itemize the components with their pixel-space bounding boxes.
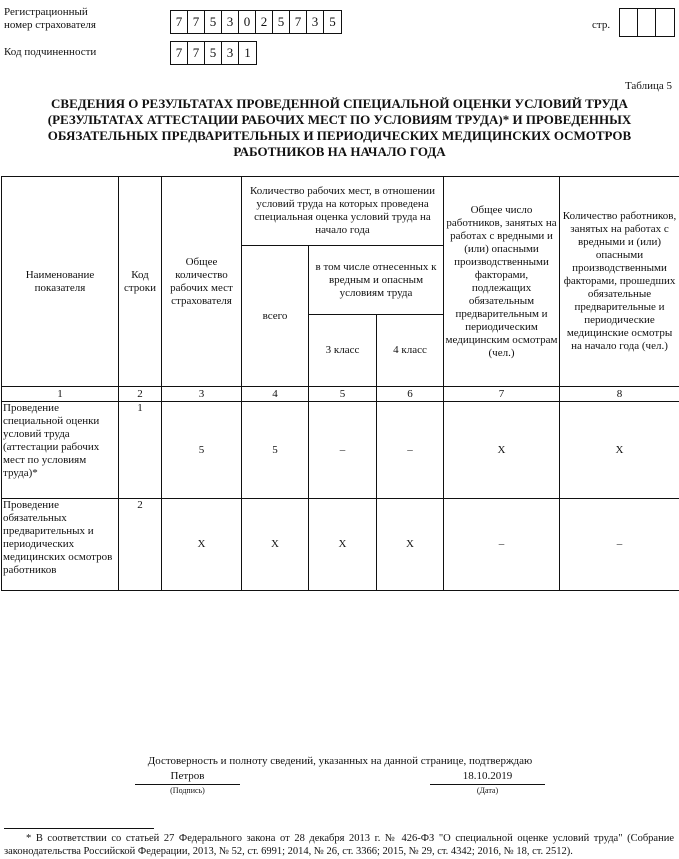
col-header-workers-subject: Общее число работников, занятых на работах с вредными и (или) опасными производственными факторами, подлежащих обязательным предварительным и периодическим медицинским осмотрам (чел.) bbox=[444, 177, 560, 387]
col-header-workers-passed: Количество работников, занятых на работах с вредными и (или) опасными производственными факторами, прошедших обязательные предварительные и периодические медицинские осмотры на начало года (чел.) bbox=[560, 177, 679, 387]
digit-cell[interactable]: 3 bbox=[307, 11, 324, 33]
row-value[interactable]: X bbox=[560, 402, 679, 499]
footnote-divider bbox=[4, 828, 154, 829]
row-value[interactable]: X bbox=[444, 402, 560, 499]
col-header-code: Код строки bbox=[119, 177, 162, 387]
digit-cell[interactable]: 1 bbox=[244, 45, 251, 60]
row-value[interactable]: X bbox=[162, 499, 242, 591]
confirmation-statement: Достоверность и полноту сведений, указанных на данной странице, подтверждаю bbox=[147, 755, 533, 767]
reg-number-field[interactable] bbox=[170, 10, 342, 34]
row-value[interactable]: X bbox=[242, 499, 309, 591]
digit-cell[interactable]: 5 bbox=[273, 11, 290, 33]
row-value[interactable]: X bbox=[309, 499, 377, 591]
date-line bbox=[430, 784, 545, 785]
signature-name[interactable]: Петров bbox=[170, 770, 205, 782]
col-number: 8 bbox=[560, 387, 679, 402]
row-value[interactable]: – bbox=[444, 499, 560, 591]
col-header-class3: 3 класс bbox=[309, 315, 377, 387]
subordination-code-field[interactable] bbox=[170, 41, 257, 65]
table-row bbox=[2, 402, 679, 499]
table-number: Таблица 5 bbox=[624, 80, 672, 92]
col-number: 2 bbox=[119, 387, 162, 402]
digit-cell[interactable]: 5 bbox=[329, 14, 336, 29]
col-header-class4: 4 класс bbox=[377, 315, 444, 387]
row-value[interactable]: 5 bbox=[242, 402, 309, 499]
row-name: Проведение обязательных предварительных и периодических медицинских осмотров работников bbox=[2, 499, 119, 591]
row-value[interactable]: – bbox=[560, 499, 679, 591]
page-label: стр. bbox=[592, 19, 611, 31]
page-title: СВЕДЕНИЯ О РЕЗУЛЬТАТАХ ПРОВЕДЕННОЙ СПЕЦИАЛЬНОЙ ОЦЕНКИ УСЛОВИЙ ТРУДА (РЕЗУЛЬТАТАХ АТТЕСТАЦИИ РАБОЧИХ МЕСТ ПО УСЛОВИЯМ ТРУДА)* И ПРОВЕДЕННЫХ ОБЯЗАТЕЛЬНЫХ ПРЕДВАРИТЕЛЬНЫХ И ПЕРИОДИЧЕСКИХ МЕДИЦИНСКИХ ОСМОТРОВ РАБОТНИКОВ НА НАЧАЛО ГОДА bbox=[47, 96, 632, 159]
row-code: 2 bbox=[119, 499, 162, 591]
col-number: 7 bbox=[444, 387, 560, 402]
col-number: 5 bbox=[309, 387, 377, 402]
col-header-total: Общее количество рабочих мест страхователя bbox=[162, 177, 242, 387]
col-header-harmful: в том числе отнесенных к вредным и опасным условиям труда bbox=[309, 246, 444, 315]
digit-cell[interactable]: 7 bbox=[171, 11, 188, 33]
col-number: 6 bbox=[377, 387, 444, 402]
table-row bbox=[2, 499, 679, 591]
row-value[interactable]: – bbox=[309, 402, 377, 499]
digit-cell[interactable]: 2 bbox=[256, 11, 273, 33]
col-header-name: Наименование показателя bbox=[2, 177, 119, 387]
reg-number-label: Регистрационный номер страхователя bbox=[4, 6, 96, 31]
digit-cell[interactable]: 0 bbox=[239, 11, 256, 33]
signature-line bbox=[135, 784, 240, 785]
digit-cell[interactable] bbox=[656, 9, 674, 36]
col-header-assessed: Количество рабочих мест, в отношении условий труда на которых проведена специальная оценка условий труда на начало года bbox=[242, 177, 444, 246]
digit-cell[interactable]: 7 bbox=[171, 42, 188, 64]
row-code: 1 bbox=[119, 402, 162, 499]
footnote: * В соответствии со статьей 27 Федерального закона от 28 декабря 2013 г. № 426-ФЗ "О специальной оценке условий труда" (Собрание законодательства Российской Федерации, 2013, № 52, ст. 6991; 2014, № 26, ст. 3366; 2015, № 29, ст. 4342; 2016, № 18, ст. 2512). bbox=[4, 833, 674, 857]
row-value[interactable]: 5 bbox=[162, 402, 242, 499]
signature-caption: (Подпись) bbox=[170, 786, 205, 795]
row-value[interactable]: – bbox=[377, 402, 444, 499]
digit-cell[interactable]: 3 bbox=[222, 11, 239, 33]
col-number: 3 bbox=[162, 387, 242, 402]
digit-cell[interactable]: 7 bbox=[290, 11, 307, 33]
digit-cell[interactable] bbox=[620, 9, 638, 36]
date-caption: (Дата) bbox=[476, 786, 499, 795]
row-name: Проведение специальной оценки условий труда (аттестации рабочих мест по условиям труда)* bbox=[2, 402, 119, 499]
col-number: 4 bbox=[242, 387, 309, 402]
digit-cell[interactable]: 7 bbox=[188, 11, 205, 33]
row-value[interactable]: X bbox=[377, 499, 444, 591]
digit-cell[interactable]: 5 bbox=[205, 11, 222, 33]
results-table bbox=[1, 176, 679, 591]
signature-date[interactable]: 18.10.2019 bbox=[462, 770, 513, 782]
digit-cell[interactable]: 5 bbox=[205, 42, 222, 64]
col-number: 1 bbox=[2, 387, 119, 402]
digit-cell[interactable]: 3 bbox=[222, 42, 239, 64]
col-header-all: всего bbox=[242, 246, 309, 387]
digit-cell[interactable]: 7 bbox=[188, 42, 205, 64]
digit-cell[interactable] bbox=[638, 9, 656, 36]
page-number-field[interactable] bbox=[619, 8, 675, 37]
subordination-label: Код подчиненности bbox=[4, 46, 97, 58]
